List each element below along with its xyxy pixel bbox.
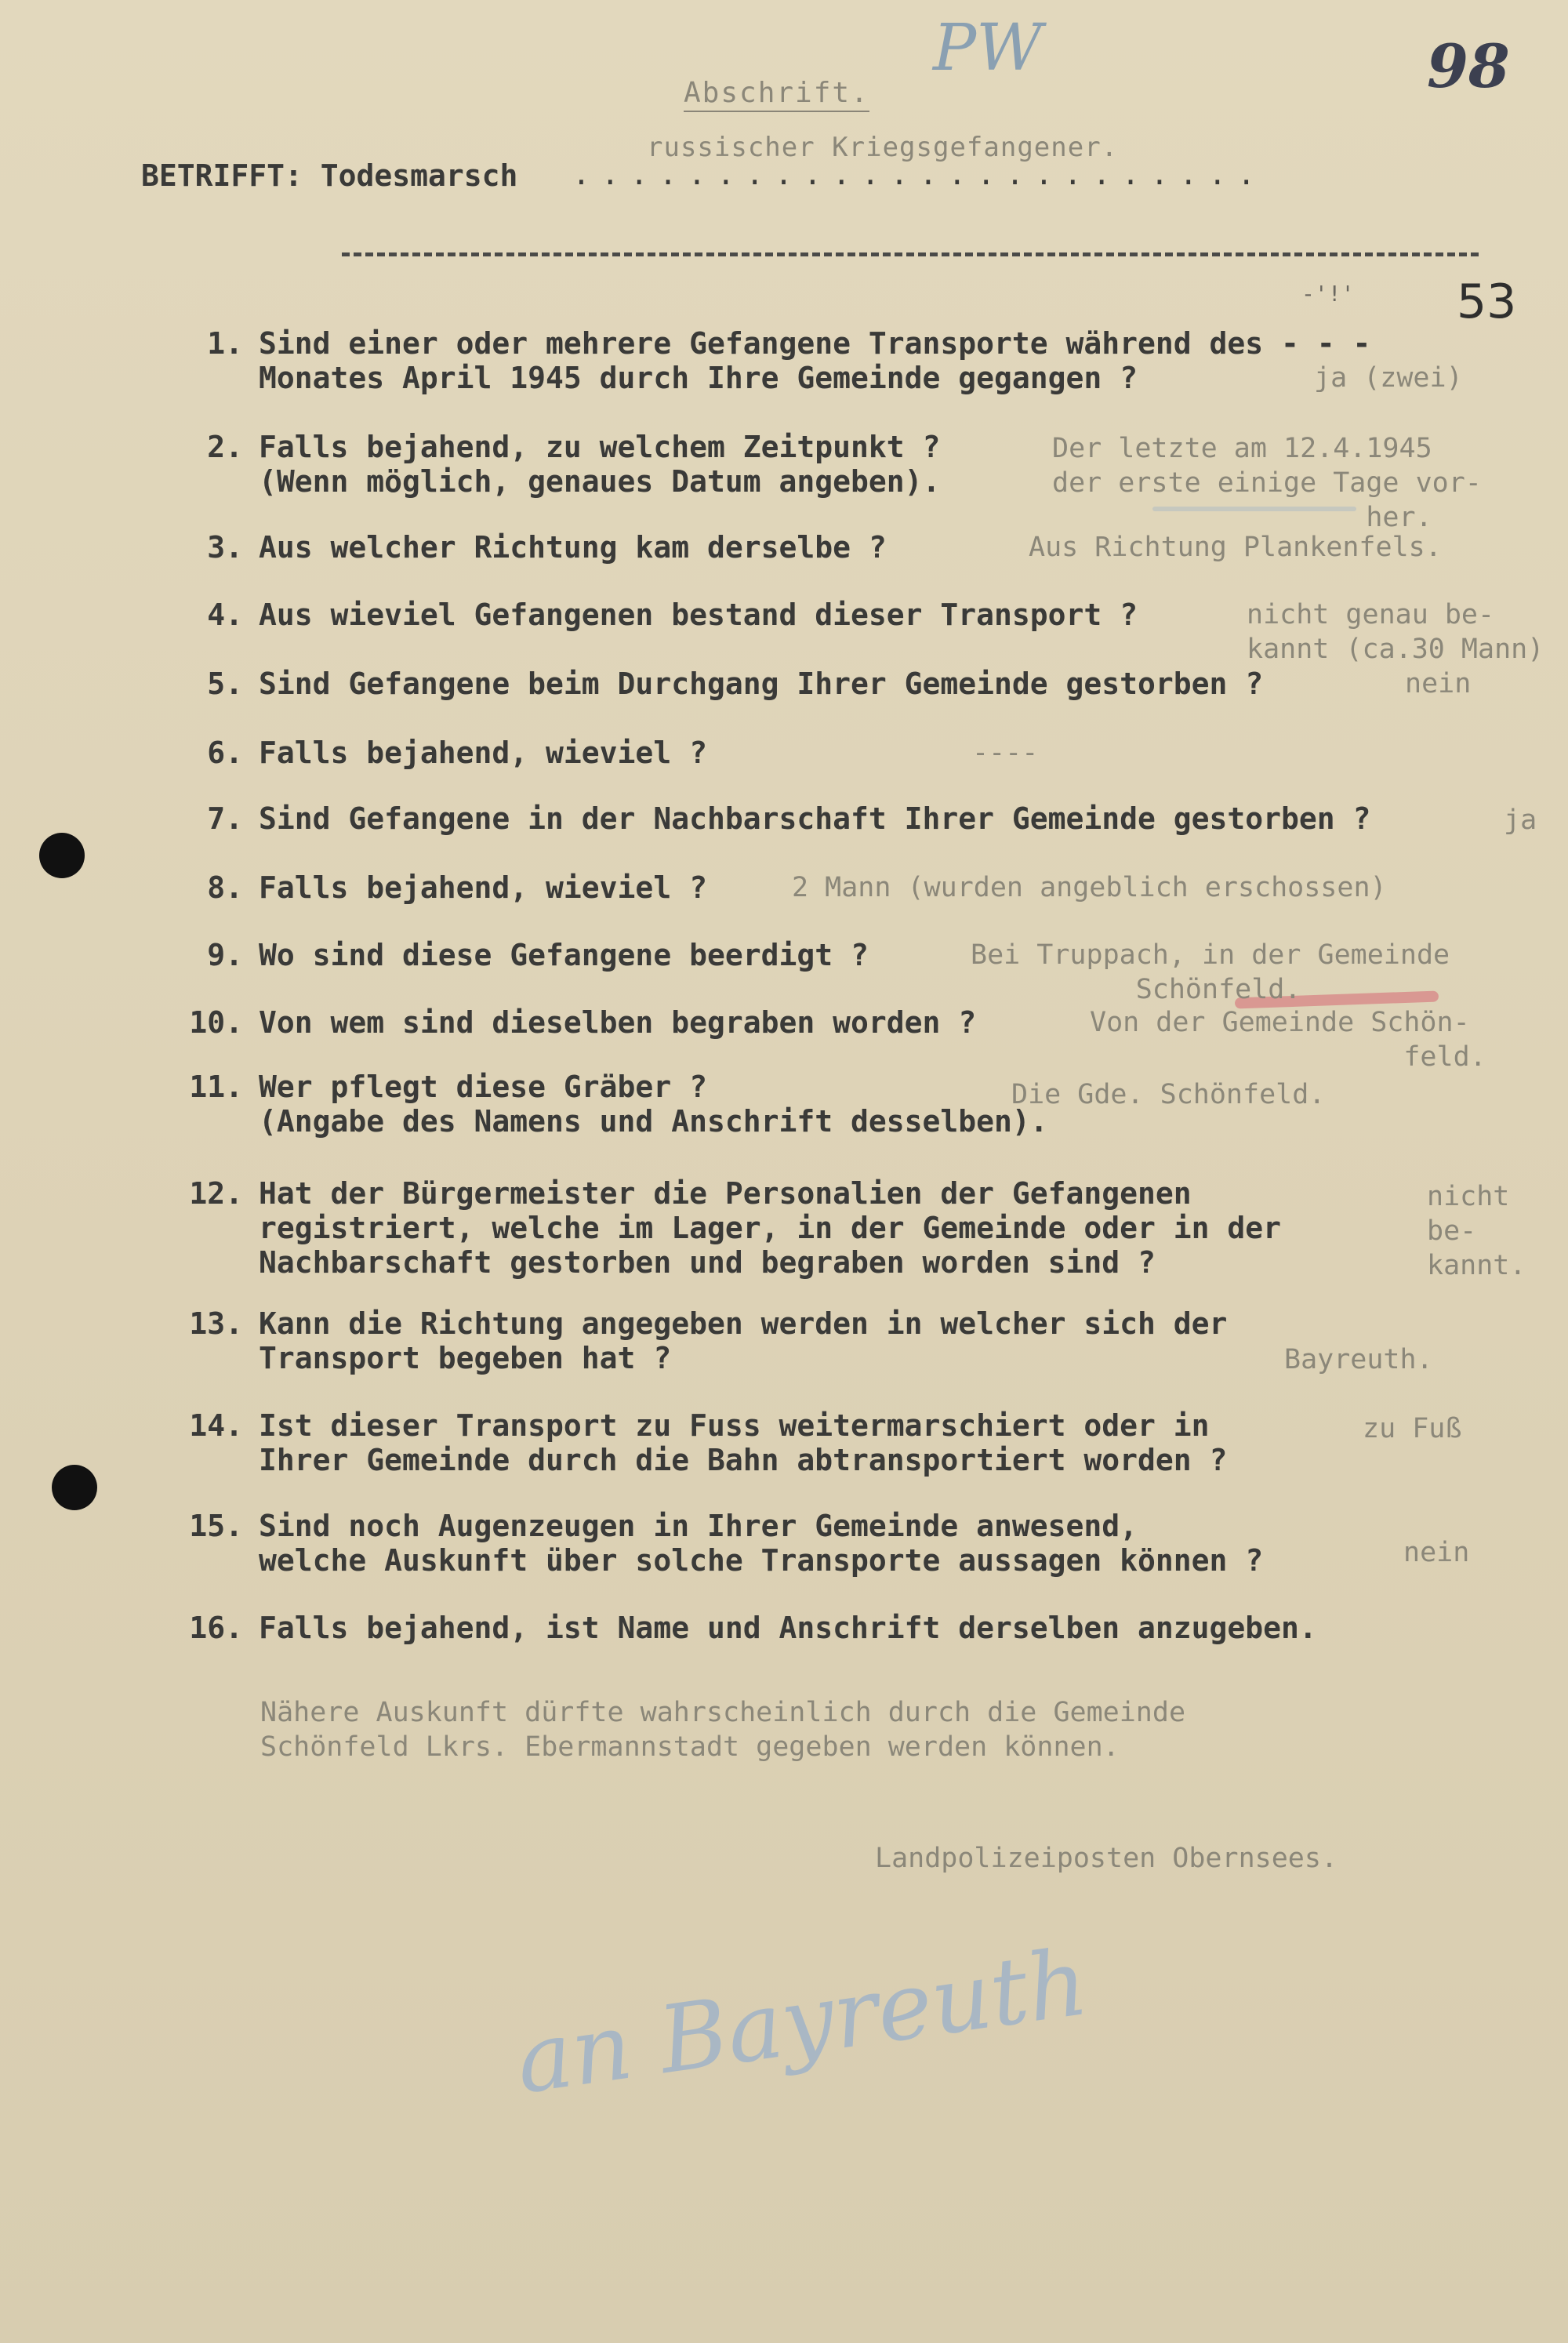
subject-dots: ........................ <box>572 157 1267 191</box>
question-number: 5. <box>207 667 243 701</box>
question-number: 4. <box>207 598 243 632</box>
question-text: Wer pflegt diese Gräber ? (Angabe des Namens und Anschrift desselben). <box>259 1070 1048 1139</box>
answer-text: nein <box>1403 1537 1470 1568</box>
question-number: 1. <box>207 326 243 361</box>
question-number: 8. <box>207 870 243 905</box>
question-number: 2. <box>207 430 243 464</box>
question-number: 16. <box>189 1611 243 1645</box>
document-title: Abschrift. <box>684 77 869 112</box>
answer-text: Bayreuth. <box>1284 1344 1433 1375</box>
handwritten-pw-mark: PW <box>933 11 1043 85</box>
question-number: 13. <box>189 1306 243 1341</box>
question-text: Ist dieser Transport zu Fuss weitermarschiert oder in Ihrer Gemeinde durch die Bahn abtransportiert worden ? <box>259 1408 1228 1477</box>
question-text: Sind noch Augenzeugen in Ihrer Gemeinde anwesend, welche Auskunft über solche Transporte aussagen können ? <box>259 1509 1264 1578</box>
question-text: Falls bejahend, ist Name und Anschrift derselben anzugeben. <box>259 1611 1317 1645</box>
question-text: Falls bejahend, wieviel ? <box>259 870 707 905</box>
answer-text: nicht genau be- kannt (ca.30 Mann) <box>1247 599 1544 665</box>
closing-note: Nähere Auskunft dürfte wahrscheinlich durch die Gemeinde Schönfeld Lkrs. Ebermannstadt gegeben werden können. <box>260 1697 1186 1763</box>
question-number: 3. <box>207 530 243 565</box>
question-text: Aus wieviel Gefangenen bestand dieser Transport ? <box>259 598 1138 632</box>
question-number: 11. <box>189 1070 243 1104</box>
signature-line: Landpolizeiposten Obernsees. <box>875 1843 1338 1874</box>
question-text: Wo sind diese Gefangene beerdigt ? <box>259 938 869 972</box>
question-number: 6. <box>207 736 243 770</box>
answer-text: ja (zwei) <box>1314 362 1463 394</box>
top-marks: -'!' <box>1301 281 1355 307</box>
question-number: 14. <box>189 1408 243 1443</box>
answer-text: Von der Gemeinde Schön- feld. <box>1090 1007 1486 1073</box>
answer-text: Aus Richtung Plankenfels. <box>1029 532 1442 563</box>
subject-subtitle: russischer Kriegsgefangener. <box>647 132 1119 163</box>
question-number: 10. <box>189 1005 243 1040</box>
page-number: 53 <box>1457 274 1517 329</box>
question-text: Kann die Richtung angegeben werden in welcher sich der Transport begeben hat ? <box>259 1306 1228 1375</box>
question-text: Aus welcher Richtung kam derselbe ? <box>259 530 887 565</box>
answer-text: Bei Truppach, in der Gemeinde Schönfeld. <box>971 939 1450 1005</box>
question-text: Falls bejahend, wieviel ? <box>259 736 707 770</box>
answer-text: Der letzte am 12.4.1945 der erste einige Tage vor- her. <box>1052 433 1482 533</box>
answer-text: Die Gde. Schönfeld. <box>1011 1079 1326 1110</box>
question-number: 9. <box>207 938 243 972</box>
question-text: Sind Gefangene beim Durchgang Ihrer Gemeinde gestorben ? <box>259 667 1264 701</box>
punch-hole <box>39 833 85 878</box>
punch-hole <box>52 1465 97 1510</box>
answer-text: ---- <box>972 737 1039 768</box>
question-text: Hat der Bürgermeister die Personalien der Gefangenen registriert, welche im Lager, in der Gemeinde oder in der Nachbarschaft gestorben und begraben worden sind ? <box>259 1176 1282 1280</box>
answer-text: nein <box>1405 668 1472 699</box>
answer-text: zu Fuß <box>1363 1413 1462 1444</box>
subject-line: BETRIFFT: Todesmarsch <box>141 158 518 193</box>
handwritten-routing-note: an Bayreuth <box>510 1927 1094 2115</box>
question-text: Falls bejahend, zu welchem Zeitpunkt ? (Wenn möglich, genaues Datum angeben). <box>259 430 941 499</box>
handwritten-page-number: 98 <box>1427 31 1510 101</box>
answer-text: 2 Mann (wurden angeblich erschossen) <box>792 872 1387 903</box>
question-number: 12. <box>189 1176 243 1211</box>
question-text: Sind einer oder mehrere Gefangene Transporte während des - - - Monates April 1945 durch Ihre Gemeinde gegangen ? <box>259 326 1371 395</box>
question-number: 7. <box>207 801 243 836</box>
question-text: Sind Gefangene in der Nachbarschaft Ihrer Gemeinde gestorben ? <box>259 801 1371 836</box>
answer-text: ja <box>1504 805 1537 836</box>
question-text: Von wem sind dieselben begraben worden ? <box>259 1005 977 1040</box>
answer-text: nicht be- kannt. <box>1427 1181 1526 1281</box>
dashed-divider <box>342 252 1479 256</box>
question-number: 15. <box>189 1509 243 1543</box>
